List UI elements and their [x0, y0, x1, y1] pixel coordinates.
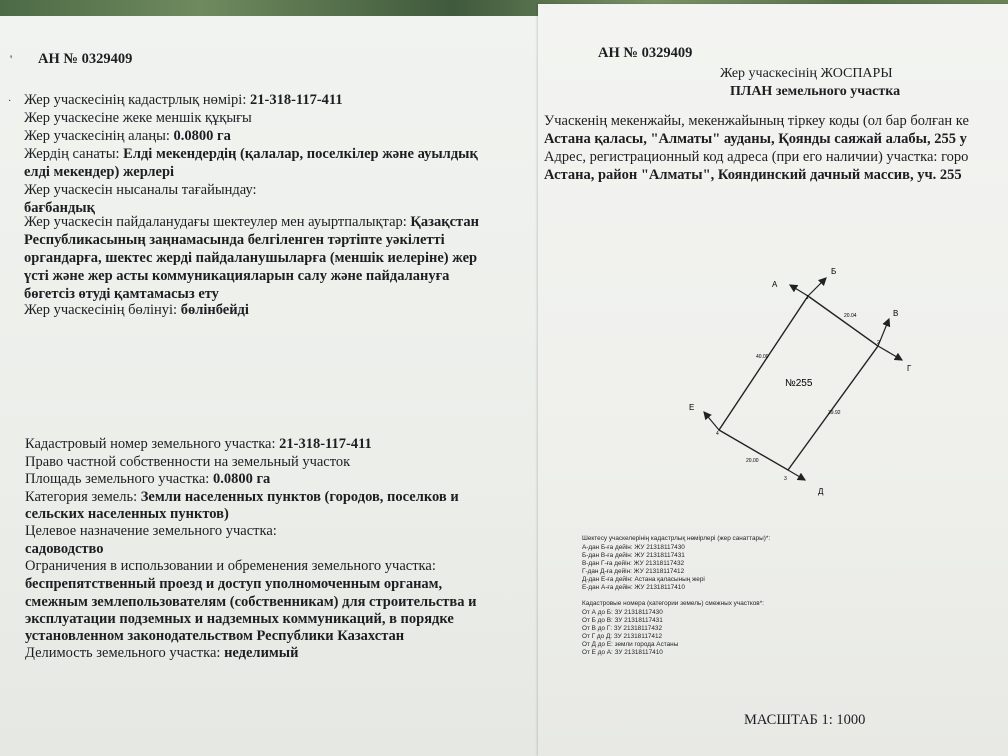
neighbors-kz-row: Е-дан А-ға дейін: ЖУ 21318117410	[582, 584, 685, 591]
arrow-g	[878, 346, 902, 360]
kz-purpose-label: Жер учаскесін нысаналы тағайындау:	[24, 182, 257, 198]
scale-label: МАСШТАБ 1: 1000	[744, 712, 866, 728]
ru-category-label: Категория земель:	[25, 489, 138, 505]
neighbors-kz-row: В-дан Г-ға дейін: ЖУ 21318117432	[582, 560, 685, 567]
ru-purpose-label: Целевое назначение земельного участка:	[25, 523, 277, 539]
left-document-number: АН № 0329409	[38, 51, 133, 67]
dimension-2: 39.92	[828, 410, 841, 416]
kz-divisibility-line	[24, 302, 249, 319]
kz-cadastral-line	[24, 92, 343, 109]
neighbors-kz-title: Шектесу учаскелерінің кадастрлық нөмірлері (жер санаттары)*:	[582, 535, 771, 542]
mark-dot: '	[10, 52, 13, 66]
kz-category-value-2: елді мекендер) жерлері	[24, 164, 175, 180]
kz-area-label: Жер учаскесінің алаңы:	[24, 128, 170, 144]
plot-diagram	[540, 260, 1008, 500]
kz-restrictions-value-3: органдарға, шектес жерді пайдаланушыларға (меншік иелеріне) жер	[24, 250, 478, 266]
label-g: Г	[907, 364, 912, 373]
address-label-ru: Адрес, регистрационный код адреса (при его наличии) участка: горо	[544, 149, 969, 165]
ru-area-label: Площадь земельного участка:	[25, 471, 210, 487]
arrow-d	[788, 470, 805, 480]
neighbors-ru-row: От Е до А: ЗУ 21318117410	[582, 649, 663, 656]
kz-restrictions-value-5: бөгетсіз өтуді қамтамасыз ету	[24, 286, 219, 302]
ru-cadastral-line	[25, 436, 372, 453]
neighbors-kz-row: Г-дан Д-ға дейін: ЖУ 21318117412	[582, 568, 685, 575]
neighbors-kz-row: Б-дан В-ға дейін: ЖУ 21318117431	[582, 552, 685, 559]
neighbors-ru-row: От В до Г: ЗУ 21318117432	[582, 625, 663, 632]
neighbors-ru-title: Кадастровые номера (категории земель) смежных участков*:	[582, 600, 764, 607]
ru-restrictions-label: Ограничения в использовании и обременения земельного участка:	[25, 558, 436, 574]
kz-area-value: 0.0800 га	[173, 128, 231, 144]
right-document-number: АН № 0329409	[598, 45, 693, 61]
ru-category-line	[25, 489, 459, 506]
neighbors-ru-row: От Д до Е: земли города Астаны	[582, 641, 679, 648]
ru-divisibility-line	[25, 645, 298, 662]
label-v: В	[893, 309, 899, 318]
vertex-1: 1	[806, 295, 809, 301]
kz-restrictions-value-4: үсті және жер асты коммуникацияларын салу және пайдалануға	[24, 268, 450, 284]
ru-restrictions-value-1: беспрепятственный проезд и доступ уполномоченным органам,	[25, 576, 443, 592]
address-label-kz: Учаскенің мекенжайы, мекенжайының тіркеу коды (ол бар болған ке	[544, 113, 969, 129]
kz-purpose-value: бағбандық	[24, 200, 95, 216]
neighbors-kz-row: Д-дан Е-ға дейін: Астана қаласының жері	[582, 576, 705, 583]
kz-restrictions-value-2: Республикасының заңнамасында белгіленген тәртіпте уәкілетті	[24, 232, 445, 248]
ru-restrictions-value-3: эксплуатации подземных и надземных коммуникаций, в порядке	[25, 611, 454, 627]
kz-restrictions-label: Жер учаскесін пайдаланудағы шектеулер мен ауыртпалықтар:	[24, 214, 407, 230]
neighbors-ru-row: От А до Б: ЗУ 21318117430	[582, 609, 663, 616]
label-b: Б	[831, 267, 837, 276]
vertex-2: 2	[877, 340, 880, 346]
kz-cadastral-label: Жер учаскесінің кадастрлық нөмірі:	[24, 92, 247, 108]
kz-category-label: Жердің санаты:	[24, 146, 120, 162]
plot-number: №255	[785, 378, 813, 389]
label-d: Д	[818, 487, 824, 496]
vertex-4: 4	[716, 431, 719, 437]
arrow-b	[808, 278, 826, 296]
ru-category-value-1: Земли населенных пунктов (городов, поселков и	[140, 489, 459, 505]
ru-restrictions-value-2: смежным землепользователям (собственникам) для строительства и	[25, 594, 477, 610]
plan-title-kz: Жер учаскесінің ЖОСПАРЫ	[720, 66, 893, 81]
kz-restrictions-line	[24, 214, 479, 231]
ru-area-line	[25, 471, 270, 488]
kz-area-line	[24, 128, 231, 145]
label-e: Е	[689, 403, 695, 412]
kz-divisibility-value: бөлінбейді	[180, 302, 249, 318]
kz-category-value-1: Елді мекендердің (қалалар, поселкілер және ауылдық	[123, 146, 478, 162]
vertex-3: 3	[784, 476, 787, 482]
dimension-3: 20.00	[746, 458, 759, 464]
dimension-4: 40.00	[756, 354, 769, 360]
ru-category-value-2: сельских населенных пунктов)	[25, 506, 229, 522]
plan-title-ru: ПЛАН земельного участка	[730, 84, 901, 99]
kz-restrictions-value-1: Қазақстан	[410, 214, 479, 230]
label-a: А	[772, 280, 778, 289]
ru-right: Право частной собственности на земельный участок	[25, 454, 351, 470]
neighbors-kz-row: А-дан Б-ға дейін: ЖУ 21318117430	[582, 544, 685, 551]
address-value-kz: Астана қаласы, "Алматы" ауданы, Қоянды саяжай алабы, 255 у	[544, 131, 967, 147]
ru-cadastral-value: 21-318-117-411	[279, 436, 372, 452]
kz-category-line	[24, 146, 478, 163]
neighbors-ru-row: От Г до Д: ЗУ 21318117412	[582, 633, 663, 640]
neighbors-ru-row: От Б до В: ЗУ 21318117431	[582, 617, 663, 624]
arrow-e	[704, 412, 719, 430]
ru-area-value: 0.0800 га	[212, 471, 271, 487]
ru-restrictions-value-4: установленном законодательством Республики Казахстан	[25, 628, 405, 644]
hole-mark: ·	[8, 96, 12, 107]
dimension-1: 20.04	[844, 313, 857, 319]
ru-purpose-value: садоводство	[25, 541, 104, 557]
ru-cadastral-label: Кадастровый номер земельного участка:	[25, 436, 276, 452]
kz-right: Жер учаскесіне жеке меншік құқығы	[24, 110, 252, 126]
ru-divisibility-value: неделимый	[224, 645, 299, 661]
kz-divisibility-label: Жер учаскесінің бөлінуі:	[24, 302, 178, 318]
kz-cadastral-value: 21-318-117-411	[249, 92, 343, 108]
ru-divisibility-label: Делимость земельного участка:	[25, 645, 221, 661]
address-value-ru: Астана, район "Алматы", Кояндинский дачный массив, уч. 255	[544, 167, 962, 183]
